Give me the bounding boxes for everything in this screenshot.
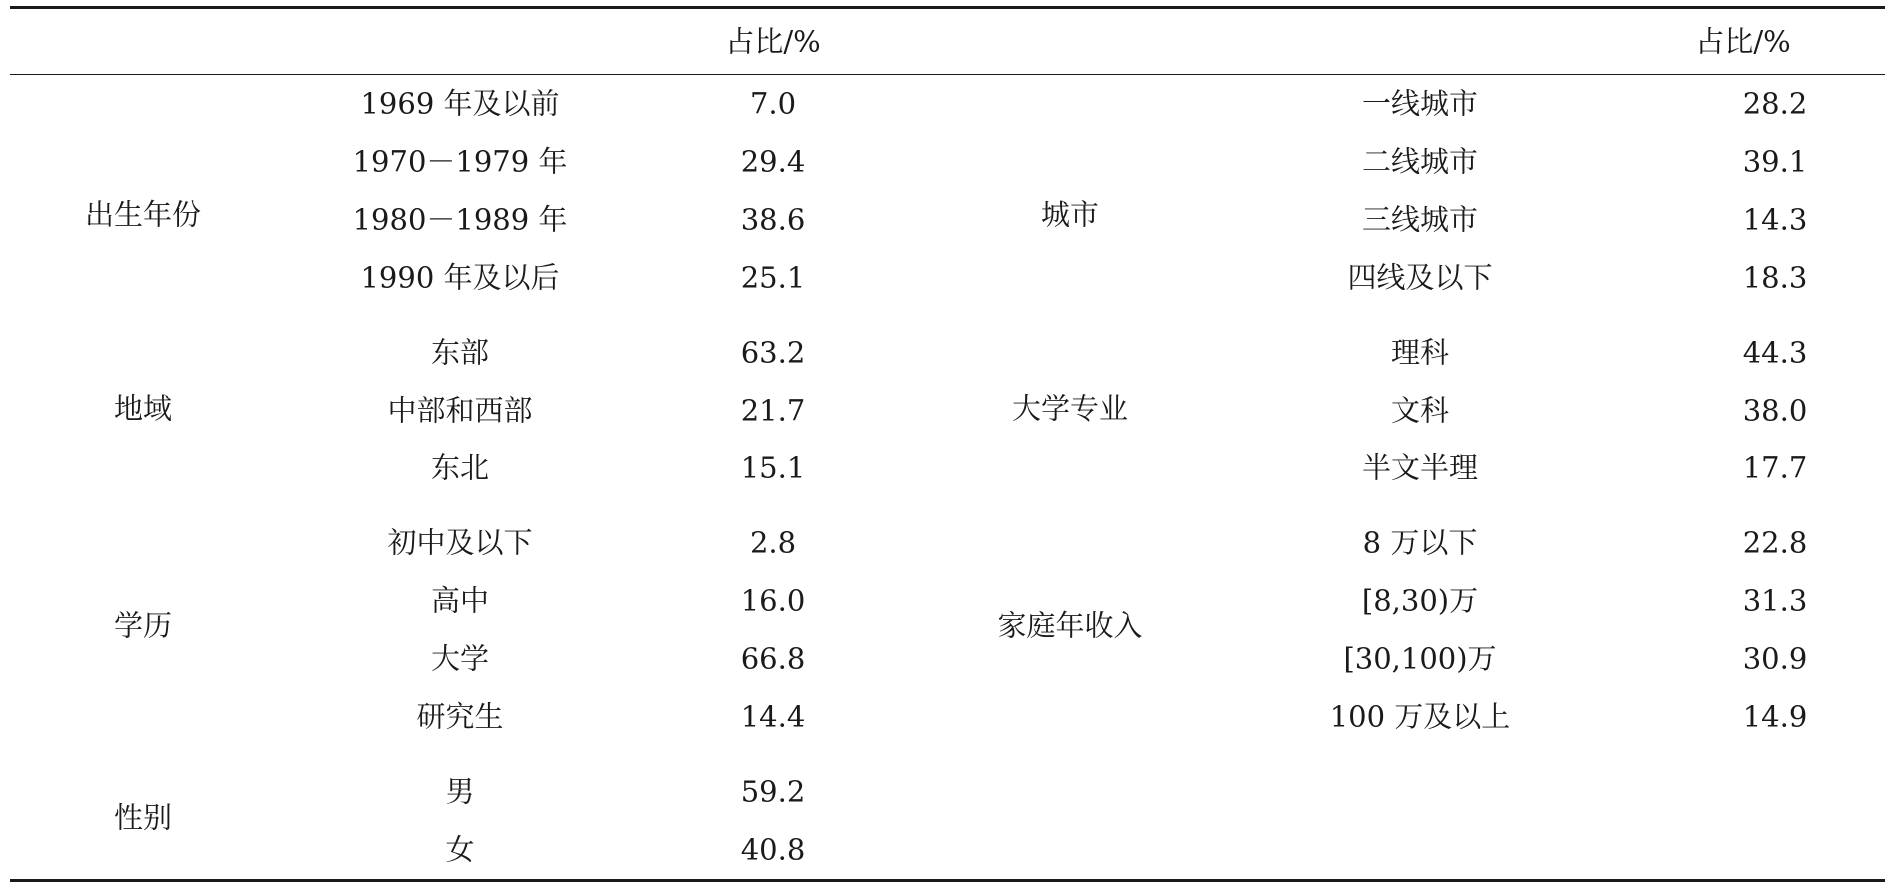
group-name: 地域 [113, 391, 173, 426]
bottom-rule [10, 879, 1885, 882]
row-label: 初中及以下 [387, 525, 533, 560]
group-name: 家庭年收入 [997, 608, 1143, 643]
row-label: 东部 [430, 335, 490, 370]
row-label: 8 万以下 [1362, 525, 1478, 560]
row-label: 1969 年及以前 [360, 86, 560, 121]
group-name: 大学专业 [1011, 391, 1129, 426]
row-label: 三线城市 [1361, 202, 1479, 237]
header-percent-left: 占比/% [725, 24, 821, 59]
group-name: 出生年份 [84, 197, 202, 232]
row-value: 29.4 [740, 144, 806, 179]
row-label: 100 万及以上 [1329, 699, 1511, 734]
row-label: 1980－1989 年 [352, 202, 568, 237]
row-value: 38.6 [740, 202, 806, 237]
row-label: 文科 [1390, 393, 1450, 428]
row-value: 14.4 [740, 699, 806, 734]
row-value: 16.0 [740, 583, 806, 618]
group-name: 学历 [113, 608, 173, 643]
row-value: 21.7 [740, 393, 806, 428]
row-value: 7.0 [749, 86, 797, 121]
row-label: 理科 [1390, 335, 1450, 370]
header-percent-right: 占比/% [1695, 24, 1791, 59]
row-label: 研究生 [416, 699, 504, 734]
row-value: 66.8 [740, 641, 806, 676]
row-value: 17.7 [1742, 450, 1808, 485]
row-label: 一线城市 [1361, 86, 1479, 121]
row-value: 59.2 [740, 774, 806, 809]
row-label: 东北 [430, 450, 490, 485]
row-label: 大学 [430, 641, 490, 676]
row-value: 28.2 [1742, 86, 1808, 121]
header-rule [10, 74, 1885, 75]
row-value: 25.1 [740, 260, 806, 295]
row-label: 高中 [430, 583, 490, 618]
row-label: [8,30)万 [1361, 583, 1479, 618]
row-label: 中部和西部 [387, 393, 533, 428]
row-value: 38.0 [1742, 393, 1808, 428]
row-value: 14.9 [1742, 699, 1808, 734]
row-label: 男 [445, 774, 475, 809]
row-value: 31.3 [1742, 583, 1808, 618]
row-label: 半文半理 [1361, 450, 1479, 485]
row-value: 40.8 [740, 832, 806, 867]
row-value: 15.1 [740, 450, 806, 485]
row-value: 2.8 [749, 525, 797, 560]
row-label: 1990 年及以后 [360, 260, 560, 295]
row-label: 女 [445, 832, 475, 867]
row-label: 二线城市 [1361, 144, 1479, 179]
group-name: 城市 [1040, 197, 1100, 232]
row-label: 1970－1979 年 [352, 144, 568, 179]
row-value: 18.3 [1742, 260, 1808, 295]
row-value: 63.2 [740, 335, 806, 370]
top-rule [10, 6, 1885, 9]
row-value: 30.9 [1742, 641, 1808, 676]
row-label: [30,100)万 [1343, 641, 1497, 676]
row-value: 39.1 [1742, 144, 1808, 179]
group-name: 性别 [113, 800, 173, 835]
row-label: 四线及以下 [1347, 260, 1493, 295]
row-value: 22.8 [1742, 525, 1808, 560]
row-value: 14.3 [1742, 202, 1808, 237]
row-value: 44.3 [1742, 335, 1808, 370]
